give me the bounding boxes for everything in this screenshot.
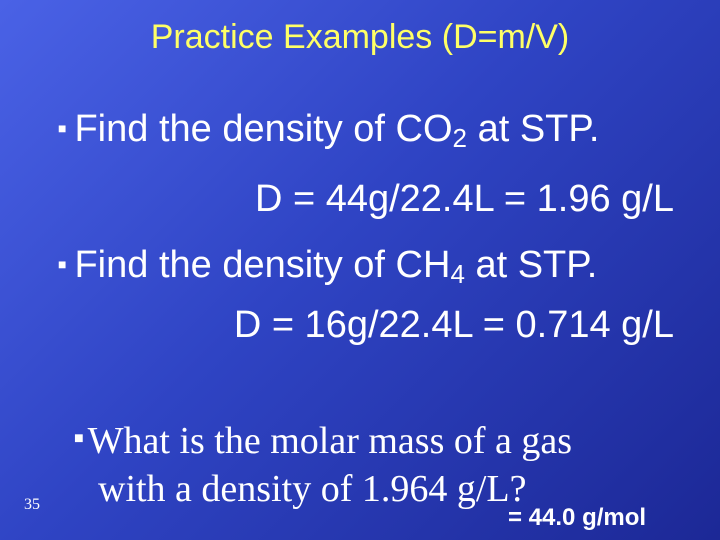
- answer-ch4: D = 16g/22.4L = 0.714 g/L: [233, 304, 674, 346]
- square-bullet-icon: ■: [58, 120, 67, 136]
- bullet-text: Find the density of $CO_2$ at STP.: [74, 108, 600, 153]
- square-bullet-icon: ■: [74, 430, 84, 447]
- subscript: 4: [450, 259, 465, 289]
- subscript: 2: [452, 123, 468, 153]
- bullet-text: Find the density of $CH_4$ at STP.: [74, 244, 598, 289]
- question-line-2: with a density of 1.964 g/L?: [98, 468, 527, 510]
- slide-number: 35: [24, 496, 40, 513]
- bullet-item-ch4: [58, 244, 597, 287]
- slide-title: Practice Examples (D=m/V): [150, 18, 570, 56]
- answer-co2: D = 44g/22.4L = 1.96 g/L: [254, 178, 674, 220]
- square-bullet-icon: ■: [58, 256, 67, 272]
- question-answer: = 44.0 g/mol: [508, 504, 647, 531]
- question-line-1: ■ What is the molar mass of a gas: [74, 420, 573, 462]
- bullet-item-co2: [58, 108, 599, 151]
